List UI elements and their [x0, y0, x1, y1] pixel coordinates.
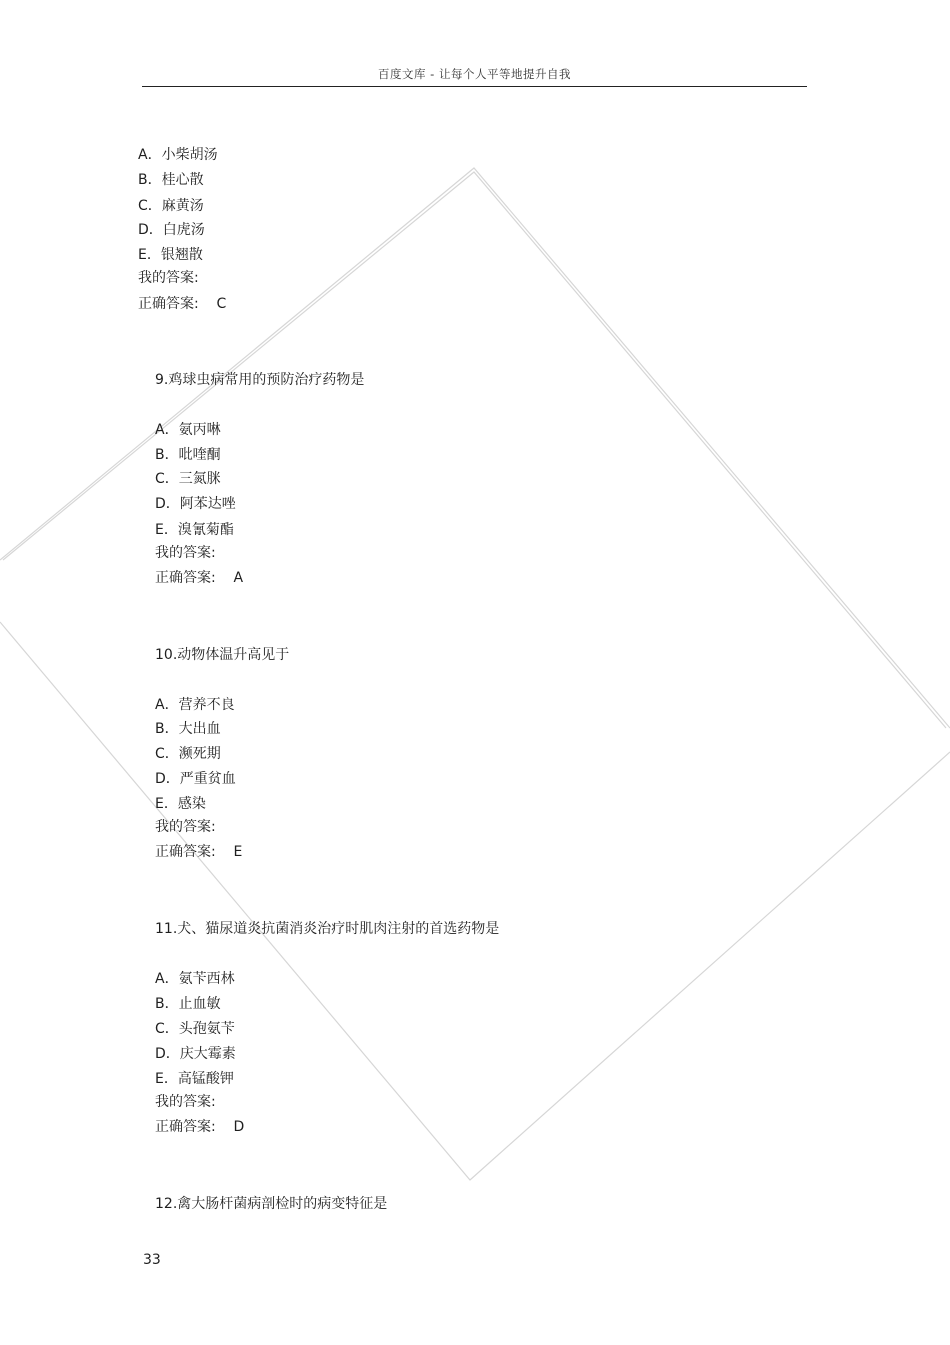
option-d: D．严重贫血 — [155, 771, 236, 787]
option-c: C．三氮脒 — [155, 471, 221, 487]
my-answer-label: 我的答案: — [155, 1094, 216, 1110]
my-answer-label: 我的答案: — [155, 545, 216, 561]
option-b: B．桂心散 — [138, 172, 204, 188]
option-c: C．濒死期 — [155, 746, 221, 762]
option-d: D．白虎汤 — [138, 222, 205, 238]
option-b: B．吡喹酮 — [155, 447, 221, 463]
my-answer-label: 我的答案: — [138, 270, 199, 286]
option-a: A．营养不良 — [155, 697, 235, 713]
option-a: A．氨苄西林 — [155, 971, 235, 987]
correct-answer: 正确答案: D — [155, 1119, 245, 1135]
correct-answer: 正确答案: E — [155, 844, 243, 860]
page-number: 33 — [143, 1252, 161, 1268]
option-e: E．银翘散 — [138, 247, 203, 263]
option-d: D．阿苯达唑 — [155, 496, 236, 512]
option-e: E．溴氰菊酯 — [155, 522, 234, 538]
option-a: A．小柴胡汤 — [138, 147, 218, 163]
option-a: A．氨丙啉 — [155, 422, 221, 438]
correct-answer: 正确答案: A — [155, 570, 244, 586]
option-d: D．庆大霉素 — [155, 1046, 236, 1062]
my-answer-label: 我的答案: — [155, 819, 216, 835]
option-b: B．大出血 — [155, 721, 221, 737]
question-title: 9.鸡球虫病常用的预防治疗药物是 — [155, 372, 365, 388]
option-b: B．止血敏 — [155, 996, 221, 1012]
question-title: 11.犬、猫尿道炎抗菌消炎治疗时肌肉注射的首选药物是 — [155, 921, 500, 937]
correct-answer: 正确答案: C — [138, 296, 227, 312]
question-title: 12.禽大肠杆菌病剖检时的病变特征是 — [155, 1196, 388, 1212]
option-c: C．麻黄汤 — [138, 198, 204, 214]
option-c: C．头孢氨苄 — [155, 1021, 235, 1037]
page-header: 百度文库 - 让每个人平等地提升自我 — [378, 67, 571, 81]
question-title: 10.动物体温升高见于 — [155, 647, 290, 663]
option-e: E．高锰酸钾 — [155, 1071, 234, 1087]
option-e: E．感染 — [155, 796, 206, 812]
header-divider — [142, 86, 807, 87]
